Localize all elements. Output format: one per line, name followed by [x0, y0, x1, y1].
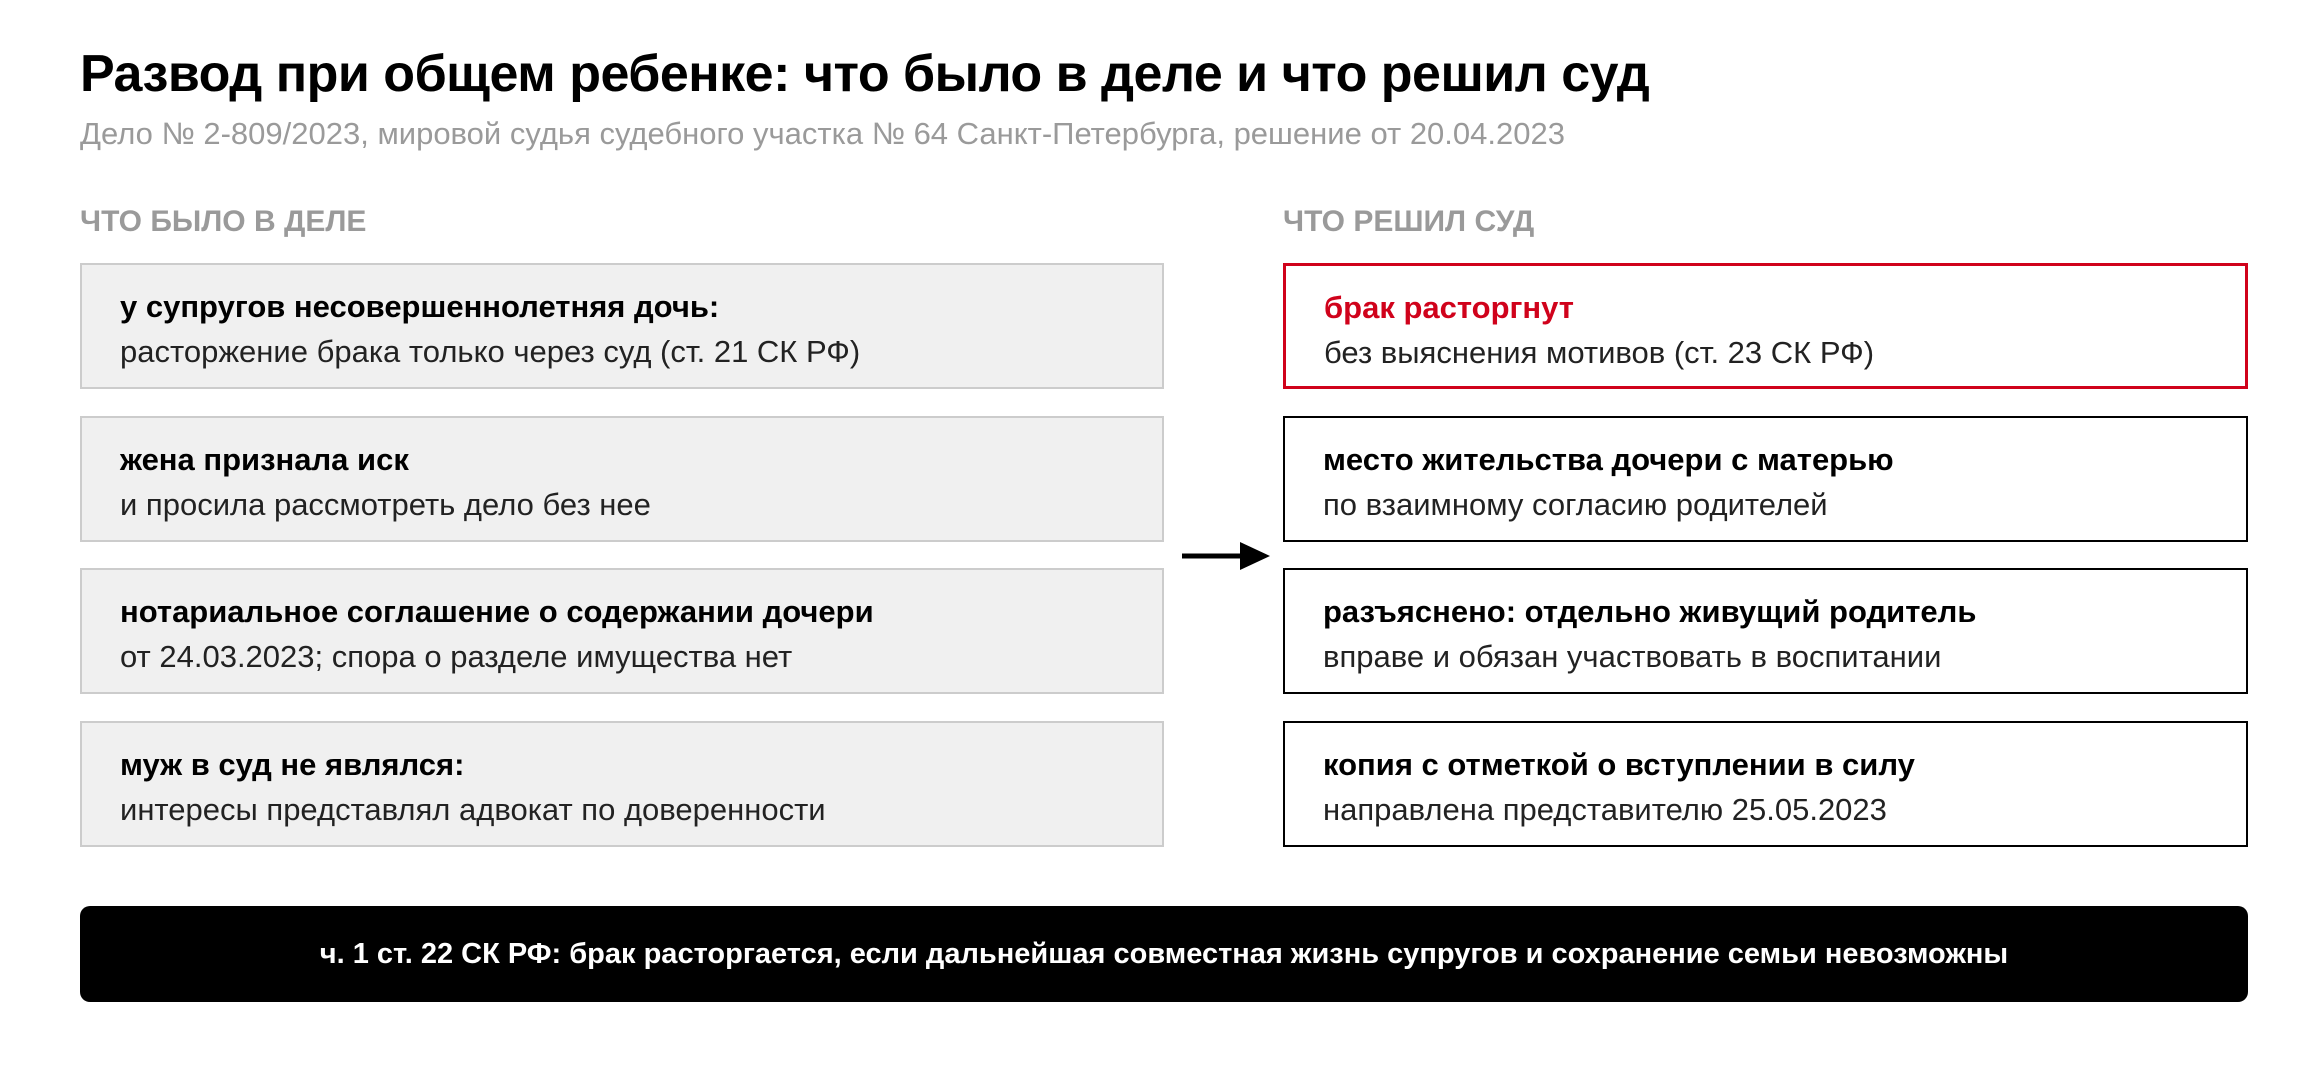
case-fact-card — [80, 416, 1164, 542]
arrow-right-icon — [1180, 536, 1272, 576]
page-title: Развод при общем ребенке: что было в деле и что решил суд — [80, 45, 1650, 103]
case-fact-card — [80, 721, 1164, 847]
case-fact-card — [80, 568, 1164, 694]
decision-card — [1283, 721, 2248, 847]
decision-card-highlight — [1283, 263, 2248, 389]
decision-card — [1283, 416, 2248, 542]
case-fact-head: муж в суд не являлся: — [120, 747, 465, 782]
decision-detail: по взаимному согласию родителей — [1323, 487, 1828, 522]
decision-head: место жительства дочери с матерью — [1323, 442, 1894, 477]
case-fact-card — [80, 263, 1164, 389]
case-fact-detail: расторжение брака только через суд (ст. 21 СК РФ) — [120, 334, 861, 369]
right-column-label: ЧТО РЕШИЛ СУД — [1283, 205, 1535, 238]
case-fact-head: у супругов несовершеннолетняя дочь: — [120, 289, 720, 324]
case-fact-head: жена признала иск — [120, 442, 409, 477]
decision-card — [1283, 568, 2248, 694]
decision-detail: без выяснения мотивов (ст. 23 СК РФ) — [1324, 335, 1875, 370]
decision-detail: направлена представителю 25.05.2023 — [1323, 792, 1887, 827]
case-fact-head: нотариальное соглашение о содержании дочери — [120, 594, 874, 629]
case-fact-detail: от 24.03.2023; спора о разделе имущества нет — [120, 639, 793, 674]
legal-basis-text: ч. 1 ст. 22 СК РФ: брак расторгается, если дальнейшая совместная жизнь супругов и сохранение семьи невозможны — [319, 937, 2009, 970]
legal-basis-banner — [80, 906, 2248, 1002]
left-column-label: ЧТО БЫЛО В ДЕЛЕ — [80, 205, 367, 238]
case-fact-detail: и просила рассмотреть дело без нее — [120, 487, 651, 522]
decision-head: брак расторгнут — [1324, 290, 1574, 325]
decision-detail: вправе и обязан участвовать в воспитании — [1323, 639, 1942, 674]
decision-head: разъяснено: отдельно живущий родитель — [1323, 594, 1977, 629]
case-subtitle: Дело № 2-809/2023, мировой судья судебного участка № 64 Санкт-Петербурга, решение от 20.04.2023 — [80, 116, 1565, 151]
case-fact-detail: интересы представлял адвокат по доверенности — [120, 792, 826, 827]
decision-head: копия с отметкой о вступлении в силу — [1323, 747, 1915, 782]
